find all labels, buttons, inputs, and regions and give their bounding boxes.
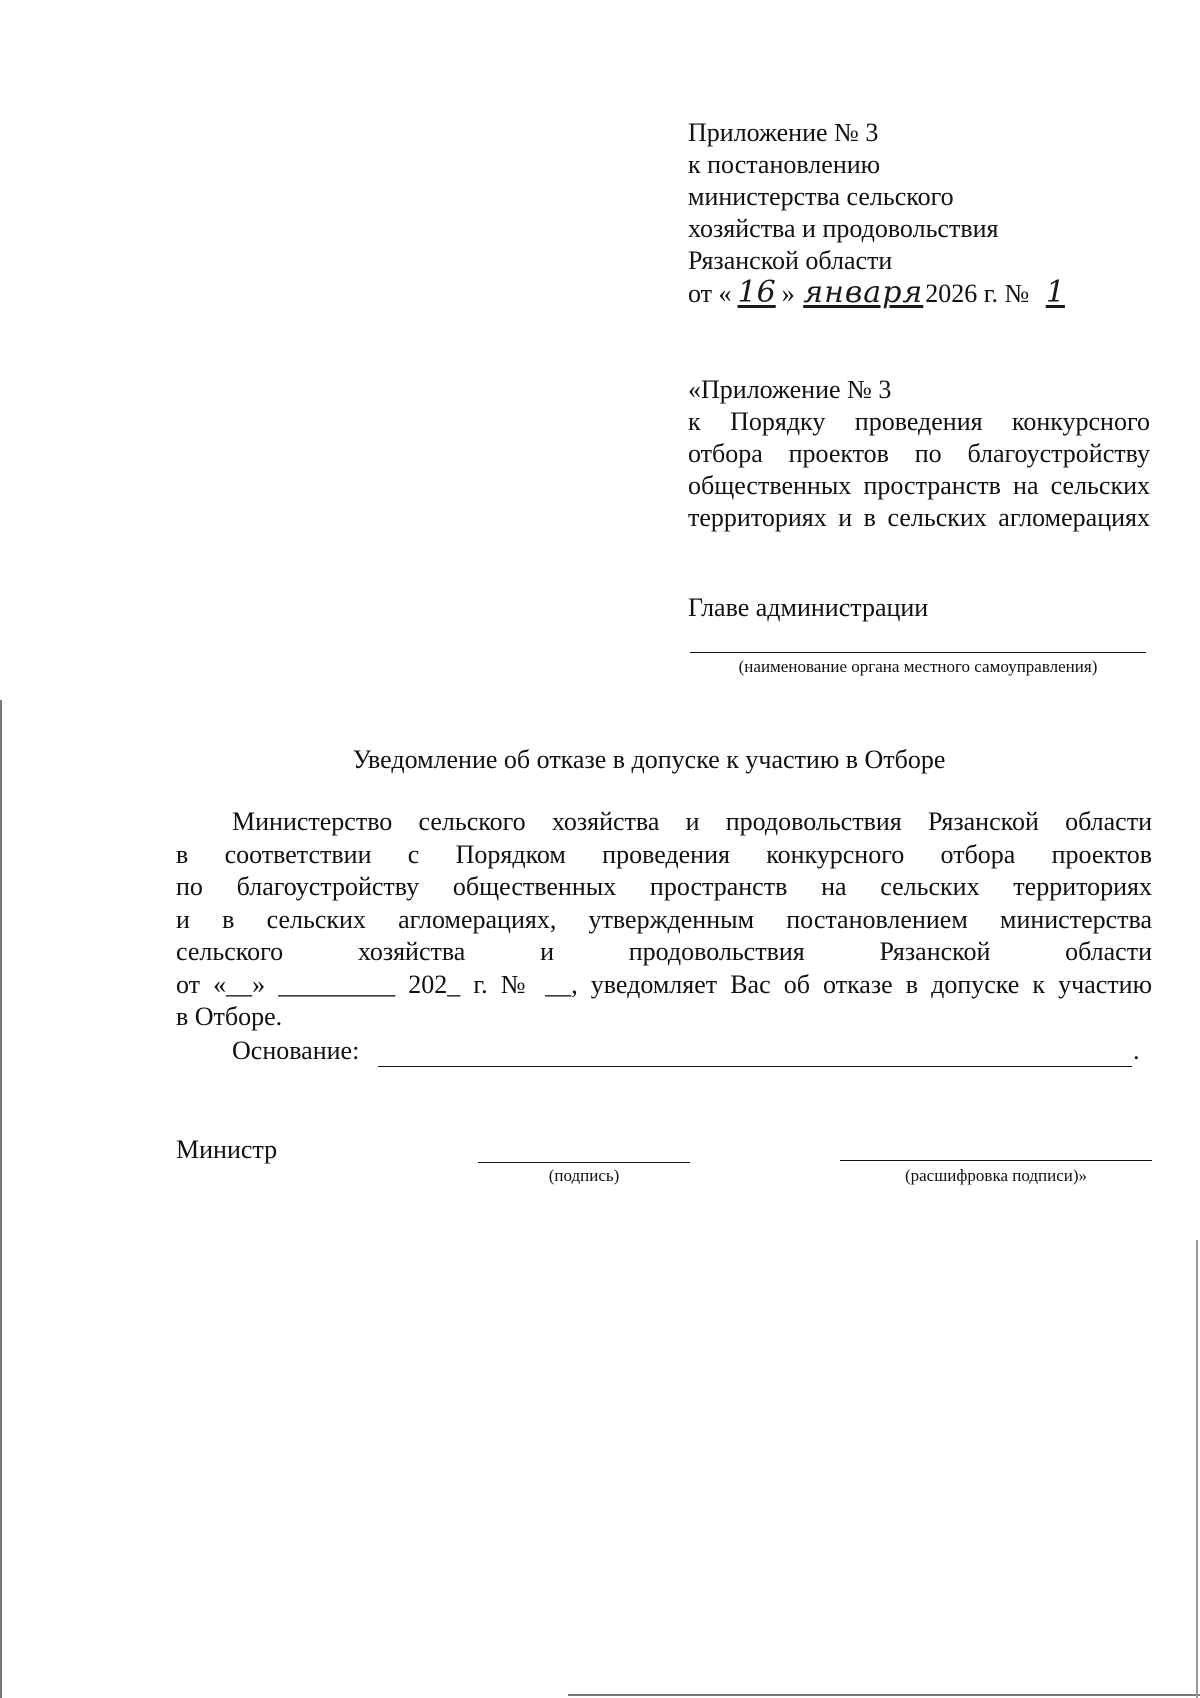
body-line: сельского хозяйства и продовольствия Рязанской области: [176, 937, 1152, 966]
basis-end: .: [1133, 1036, 1140, 1065]
appendix-line: территориях и в сельских агломерациях: [688, 503, 1150, 532]
handwritten-doc-number: 1: [1045, 275, 1065, 310]
scan-edge-right: [1196, 1240, 1198, 1698]
scan-edge-left: [0, 700, 2, 1698]
approval-line: министерства сельского: [688, 182, 954, 211]
signature-fill-line: [478, 1162, 690, 1163]
appendix-line: отбора проектов по благоустройству: [688, 439, 1150, 468]
appendix-line: общественных пространств на сельских: [688, 471, 1150, 500]
body-line: от «__» _________ 202_ г. № __, уведомляет Вас об отказе в допуске к участию: [176, 969, 1152, 999]
body-line: по благоустройству общественных пространств на сельских территориях: [176, 872, 1152, 901]
handwritten-month: января: [803, 275, 924, 310]
body-line: в Отборе.: [176, 1002, 283, 1031]
approval-line: Приложение № 3: [688, 118, 879, 147]
body-line: в соответствии с Порядком проведения конкурсного отбора проектов: [176, 839, 1152, 869]
basis-fill-line: [378, 1066, 1132, 1067]
approval-line: хозяйства и продовольствия: [688, 214, 999, 243]
appendix-title: «Приложение № 3: [688, 375, 892, 404]
approval-line: Рязанской области: [688, 246, 893, 275]
notice-title: Уведомление об отказе в допуске к участию в Отборе: [352, 745, 946, 774]
addressee-fill-line: [690, 652, 1146, 653]
handwritten-day: 16: [737, 275, 776, 310]
date-mid: »: [781, 279, 795, 308]
notice-body: [176, 806, 1152, 1034]
basis-label: Основание:: [232, 1036, 360, 1065]
addressee-caption: (наименование органа местного самоуправления): [738, 657, 1098, 676]
body-line: и в сельских агломерациях, утвержденным постановлением министерства: [176, 904, 1152, 934]
body-line: Министерство сельского хозяйства и продовольствия Рязанской области: [232, 807, 1152, 836]
signature-decode-caption: (расшифровка подписи)»: [904, 1166, 1088, 1185]
appendix-block: [688, 374, 1150, 534]
signature-decode-fill-line: [840, 1160, 1152, 1161]
date-suffix: 2026 г. №: [925, 279, 1030, 308]
appendix-line: к Порядку проведения конкурсного: [688, 407, 1150, 436]
signature-caption: (подпись): [548, 1166, 620, 1185]
date-prefix: от «: [688, 279, 732, 308]
approval-block: [688, 117, 1158, 310]
approval-date-line: [688, 277, 1158, 310]
scan-edge-bottom: [568, 1694, 1200, 1696]
approval-line: к постановлению: [688, 150, 881, 179]
signatory-position: Министр: [176, 1135, 278, 1164]
addressee-label: Главе администрации: [688, 593, 929, 622]
